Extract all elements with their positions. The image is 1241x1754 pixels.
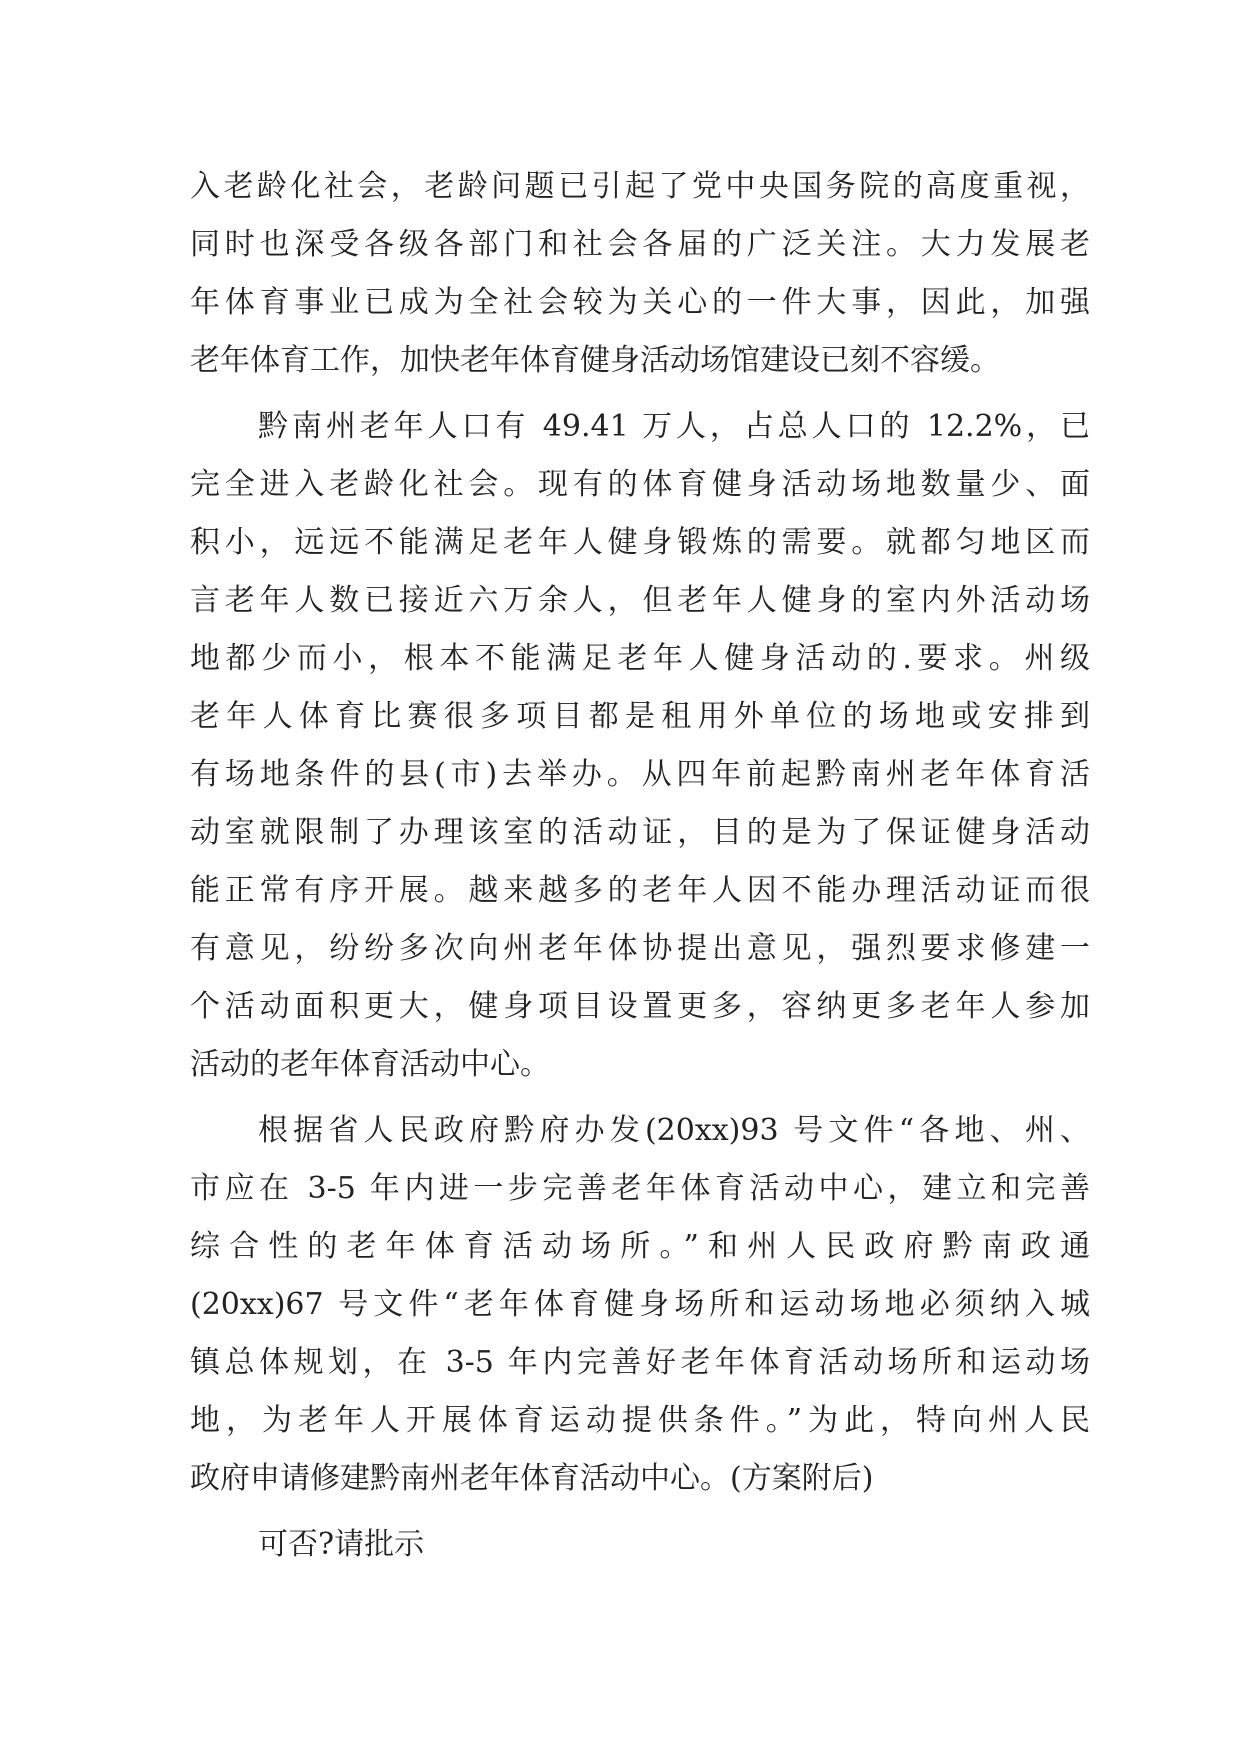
text-line: (20xx)67 号文件“老年体育健身场所和运动场地必须纳入城: [190, 1287, 1090, 1322]
text-line: 市应在 3-5 年内进一步完善老年体育活动中心，建立和完善: [190, 1171, 1090, 1206]
text-line: 政府申请修建黔南州老年体育活动中心。(方案附后): [190, 1461, 874, 1496]
paragraph: [190, 398, 1090, 1094]
text-line: 能正常有序开展。越来越多的老年人因不能办理活动证而很: [190, 873, 1090, 908]
text-line: 完全进入老龄化社会。现有的体育健身活动场地数量少、面: [190, 467, 1090, 502]
paragraph: [190, 1516, 1090, 1574]
text-line: 综合性的老年体育活动场所。”和州人民政府黔南政通: [190, 1229, 1090, 1264]
document-body: [190, 158, 1090, 1574]
text-line: 年体育事业已成为全社会较为关心的一件大事，因此，加强: [190, 285, 1090, 320]
paragraph: [190, 158, 1090, 390]
text-line: 积小，远远不能满足老年人健身锻炼的需要。就都匀地区而: [190, 525, 1090, 560]
text-line: 老年人体育比赛很多项目都是租用外单位的场地或安排到: [190, 699, 1090, 734]
text-line: 同时也深受各级各部门和社会各届的广泛关注。大力发展老: [190, 227, 1090, 262]
text-line: 个活动面积更大，健身项目设置更多，容纳更多老年人参加: [190, 989, 1090, 1024]
text-line: 活动的老年体育活动中心。: [190, 1047, 550, 1082]
text-line: 动室就限制了办理该室的活动证，目的是为了保证健身活动: [190, 815, 1090, 850]
text-line: 地，为老年人开展体育运动提供条件。”为此，特向州人民: [190, 1403, 1090, 1438]
text-line: 地都少而小，根本不能满足老年人健身活动的.要求。州级: [190, 641, 1090, 676]
text-line: 根据省人民政府黔府办发(20xx)93 号文件“各地、州、: [258, 1113, 1090, 1148]
text-line: 有场地条件的县(市)去举办。从四年前起黔南州老年体育活: [190, 757, 1090, 792]
text-line: 入老龄化社会，老龄问题已引起了党中央国务院的高度重视，: [190, 169, 1090, 204]
text-line: 有意见，纷纷多次向州老年体协提出意见，强烈要求修建一: [190, 931, 1090, 966]
paragraph: [190, 1102, 1090, 1508]
text-line: 言老年人数已接近六万余人，但老年人健身的室内外活动场: [190, 583, 1090, 618]
text-line: 黔南州老年人口有 49.41 万人，占总人口的 12.2%，已: [258, 409, 1090, 444]
text-line: 可否?请批示: [258, 1527, 425, 1562]
text-line: 老年体育工作，加快老年体育健身活动场馆建设已刻不容缓。: [190, 343, 1000, 378]
text-line: 镇总体规划，在 3-5 年内完善好老年体育活动场所和运动场: [190, 1345, 1090, 1380]
